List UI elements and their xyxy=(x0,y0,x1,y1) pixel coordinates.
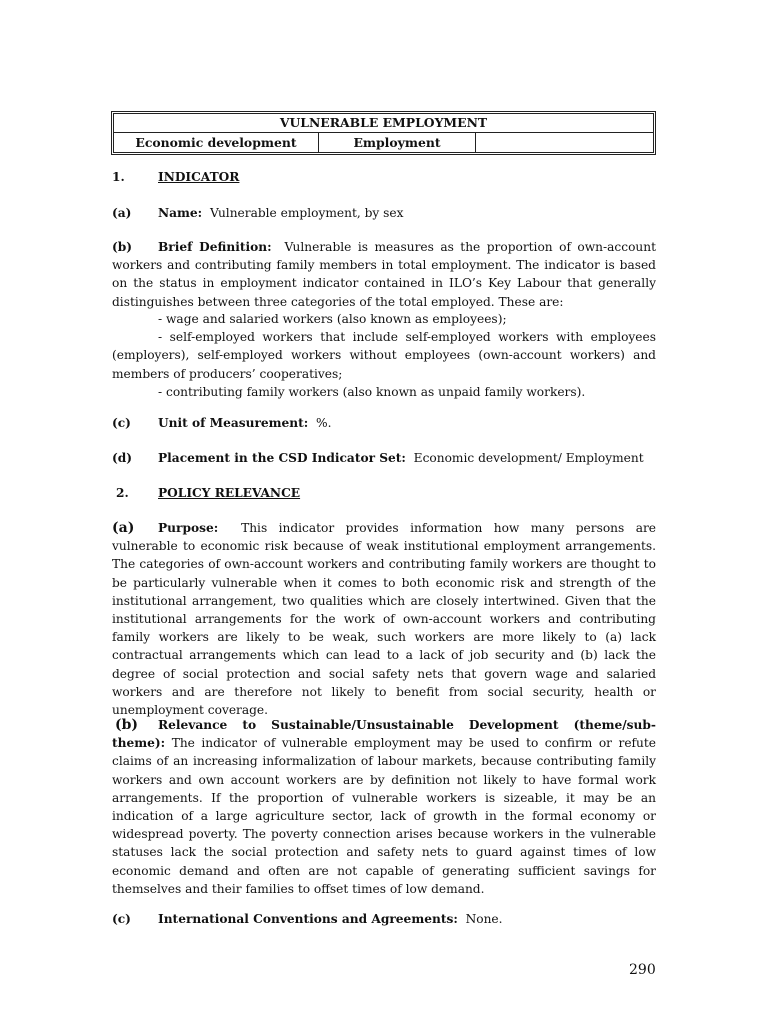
item-1b xyxy=(112,238,656,311)
header-table xyxy=(111,111,656,155)
item-2b xyxy=(112,716,656,898)
item-1d-key: Placement in the CSD Indicator Set: xyxy=(158,451,406,465)
item-2a-text: This indicator provides information how many persons are vulnerable to economic risk because of weak institutional employment arrangements. The categories of own-account workers and contributing family workers are thought to be particularly vulnerable when it comes to both economic risk and strength of the institutional arrangement, two qualities which are closely intertwined. Given that the institutional arrangements for the work of own-account workers and contributing family workers are likely to be weak, such workers are more likely to (a) lack contractual arrangements which can lead to a lack of job security and (b) lack the degree of social protection and social safety nets that govern wage and salaried workers and are therefore not likely to benefit from social security, health or unemployment coverage. xyxy=(112,521,656,718)
item-1c-text: %. xyxy=(316,416,332,430)
item-2c xyxy=(112,910,656,928)
item-2a-key: Purpose: xyxy=(158,521,219,535)
section2-number: 2. xyxy=(116,486,129,500)
item-1b-list xyxy=(112,310,656,401)
item-2b-key: Relevance to Sustainable/Unsustainable Development (theme/sub-theme): xyxy=(112,718,656,751)
item-2a-label: (a) xyxy=(112,520,135,536)
section2-title: POLICY RELEVANCE xyxy=(158,486,301,500)
item-1a-text: Vulnerable employment, by sex xyxy=(209,206,404,220)
item-1b-label: (b) xyxy=(112,240,133,254)
item-1b-text: Vulnerable is measures as the proportion of own-account workers and contributing family members in total employment. The indicator is based on the status in employment indicator contained in ILO’s Key Labour that generally distinguishes between three categories of the total employed. These are: xyxy=(112,240,656,309)
page-number: 290 xyxy=(629,962,656,978)
list-item: - wage and salaried workers (also known as employees); xyxy=(158,312,507,326)
item-1a-label: (a) xyxy=(112,206,132,220)
item-1c-label: (c) xyxy=(112,416,131,430)
item-1d-label: (d) xyxy=(112,451,133,465)
item-2c-key: International Conventions and Agreements: xyxy=(158,912,458,926)
item-1a xyxy=(112,204,656,222)
header-cell-subtheme: Employment xyxy=(319,133,476,152)
section1-number: 1. xyxy=(112,170,125,184)
item-2a xyxy=(112,519,656,719)
section1-title: INDICATOR xyxy=(158,170,240,184)
header-cell-theme: Economic development xyxy=(114,133,319,152)
item-2c-label: (c) xyxy=(112,912,131,926)
section2-heading xyxy=(112,484,656,502)
list-item: - self-employed workers that include self-employed workers with employees (employers), self-employed workers without employees (own-account workers) and members of producers’ cooperatives; xyxy=(112,330,656,381)
item-1d xyxy=(112,449,656,467)
header-title: VULNERABLE EMPLOYMENT xyxy=(114,114,653,133)
item-1c xyxy=(112,414,656,432)
item-2c-text: None. xyxy=(465,912,503,926)
item-1b-key: Brief Definition: xyxy=(158,240,272,254)
item-1d-text: Economic development/ Employment xyxy=(413,451,644,465)
list-item: - contributing family workers (also known as unpaid family workers). xyxy=(158,384,586,399)
header-cell-empty xyxy=(476,133,653,152)
item-2b-text: The indicator of vulnerable employment may be used to confirm or refute claims of an increasing informalization of labour markets, because contributing family workers and own account workers are by definition not likely to have formal work arrangements. If the proportion of vulnerable workers is sizeable, it may be an indication of a large agriculture sector, lack of growth in the formal economy or widespread poverty. The poverty connection arises because workers in the vulnerable statuses lack the social protection and safety nets to guard against times of low economic demand and often are not capable of generating sufficient savings for themselves and their families to offset times of low demand. xyxy=(112,736,657,896)
section1-heading xyxy=(112,168,656,186)
item-1a-key: Name: xyxy=(158,206,203,220)
item-1c-key: Unit of Measurement: xyxy=(158,416,309,430)
header-row xyxy=(114,133,653,152)
item-2b-label: (b) xyxy=(115,717,139,733)
